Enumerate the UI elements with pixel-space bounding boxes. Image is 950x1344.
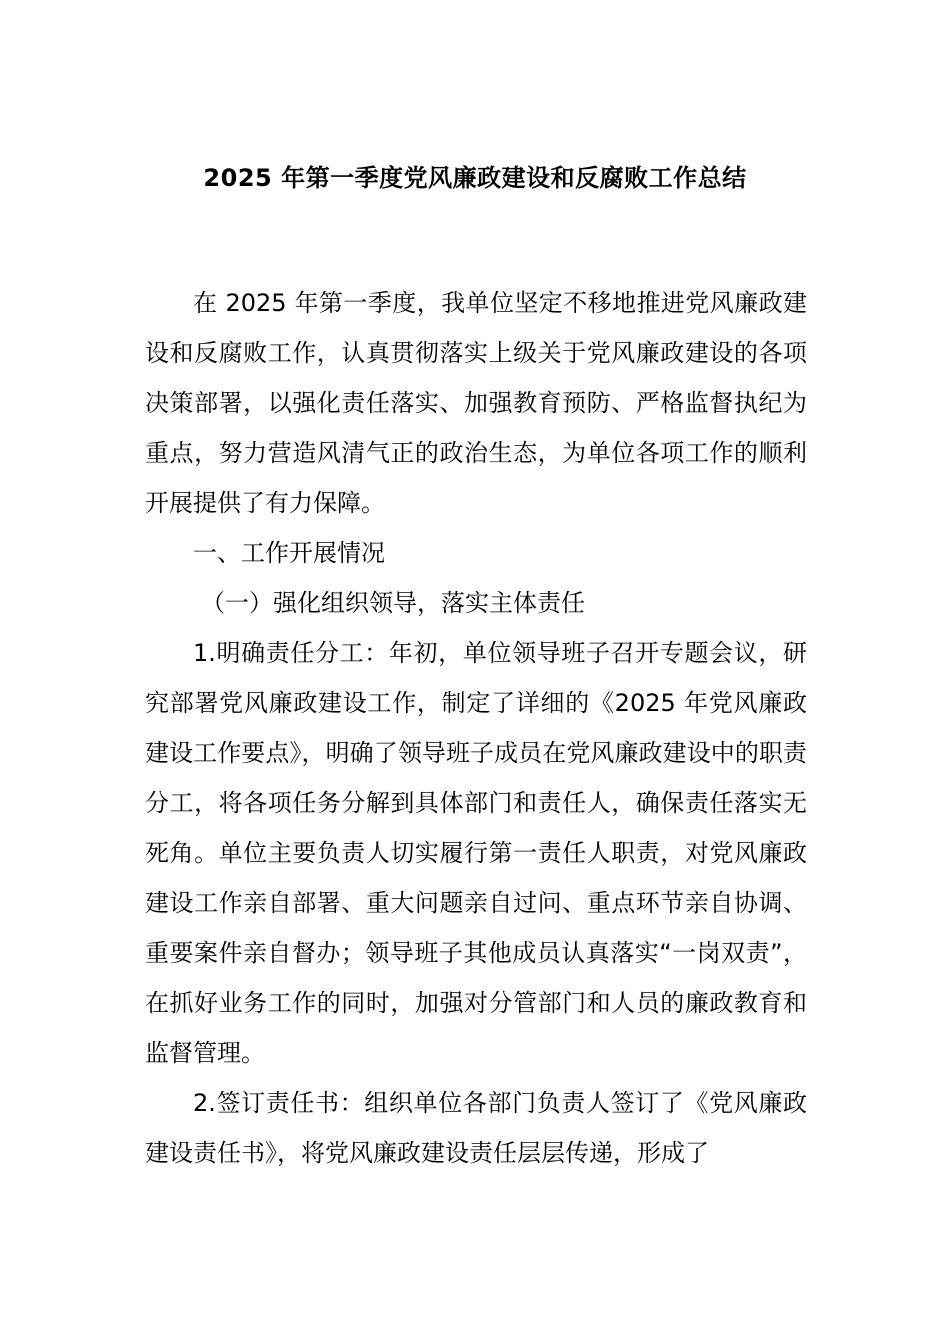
document-body [145, 278, 807, 1178]
document-title: 2025 年第一季度党风廉政建设和反腐败工作总结 [203, 164, 747, 192]
section-heading: 一、工作开展情况 [193, 539, 385, 567]
item-paragraph-2: 2.签订责任书：组织单位各部门负责人签订了《党风廉政建设责任书》，将党风廉政建设责任层层传递，形成了 [145, 1089, 807, 1167]
subsection-heading: （一）强化组织领导，落实主体责任 [201, 589, 585, 617]
intro-paragraph: 在 2025 年第一季度，我单位坚定不移地推进党风廉政建设和反腐败工作，认真贯彻落实上级关于党风廉政建设的各项决策部署，以强化责任落实、加强教育预防、严格监督执纪为重点，努力营造风清气正的政治生态，为单位各项工作的顺利开展提供了有力保障。 [145, 289, 807, 517]
item-paragraph-1: 1.明确责任分工：年初，单位领导班子召开专题会议，研究部署党风廉政建设工作，制定了详细的《2025 年党风廉政建设工作要点》，明确了领导班子成员在党风廉政建设中的职责分工，将各项任务分解到具体部门和责任人，确保责任落实无死角。单位主要负责人切实履行第一责任人职责，对党风廉政建设工作亲自部署、重大问题亲自过问、重点环节亲自协调、重要案件亲自督办；领导班子其他成员认真落实“一岗双责”，在抓好业务工作的同时，加强对分管部门和人员的廉政教育和监督管理。 [145, 639, 807, 1067]
